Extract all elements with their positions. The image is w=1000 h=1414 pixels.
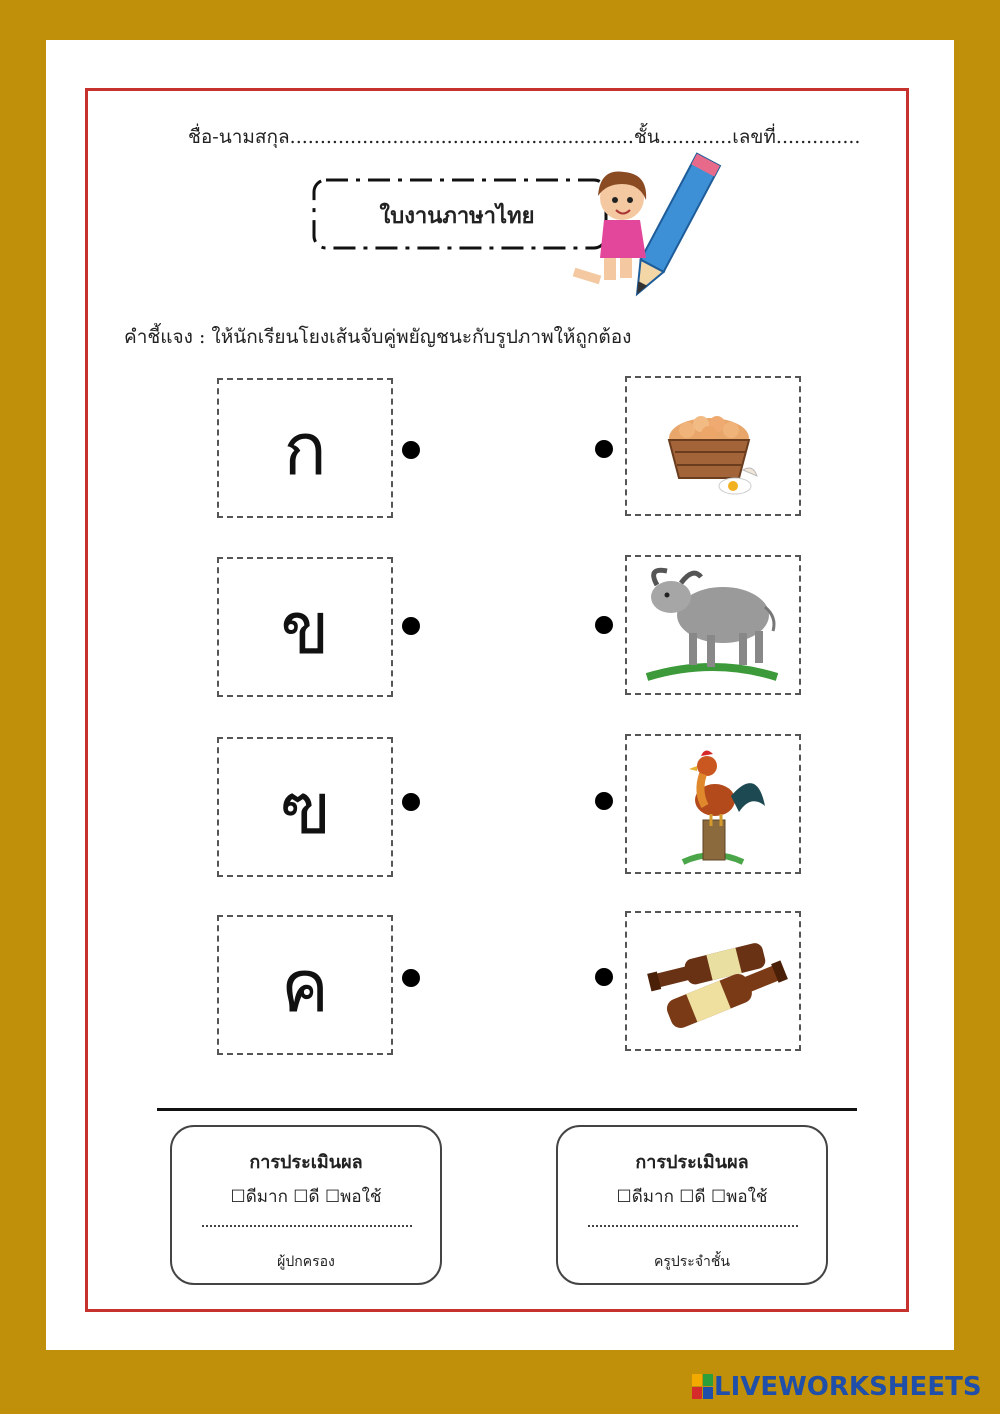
letter: ค — [280, 943, 330, 1028]
picture-card-1 — [625, 376, 801, 516]
letter-card-3 — [217, 737, 393, 877]
signature-line[interactable] — [588, 1225, 798, 1227]
letter-card-4 — [217, 915, 393, 1055]
picture-card-3 — [625, 734, 801, 874]
picture-dot-4[interactable] — [595, 968, 613, 986]
letter: ก — [283, 406, 327, 491]
picture-dot-3[interactable] — [595, 792, 613, 810]
evaluation-title: การประเมินผล — [249, 1152, 363, 1173]
evaluation-box-parent — [170, 1125, 442, 1285]
signer-label: ครูประจำชั้น — [654, 1254, 730, 1270]
letter-card-2 — [217, 557, 393, 697]
live-badge-icon — [692, 1374, 714, 1400]
evaluation-title: การประเมินผล — [635, 1152, 749, 1173]
evaluation-checkboxes[interactable]: ☐ดีมาก ☐ดี ☐พอใช้ — [230, 1187, 382, 1207]
evaluation-box-teacher — [556, 1125, 828, 1285]
signer-label: ผู้ปกครอง — [277, 1254, 335, 1270]
picture-card-4 — [625, 911, 801, 1051]
picture-card-2 — [625, 555, 801, 695]
rooster-picture — [627, 736, 799, 872]
egg-basket-picture — [627, 378, 799, 514]
picture-dot-2[interactable] — [595, 616, 613, 634]
instruction-text: คำชี้แจง : ให้นักเรียนโยงเส้นจับคู่พยัญชนะกับรูปภาพให้ถูกต้อง — [124, 326, 632, 348]
student-info-line: ชื่อ-นามสกุล.........................................................ชั้น............เลขที่.............. — [188, 126, 861, 148]
girl-with-pencil-illustration — [560, 140, 730, 310]
signature-line[interactable] — [202, 1225, 412, 1227]
letter-dot-3[interactable] — [402, 793, 420, 811]
letter-card-1 — [217, 378, 393, 518]
picture-dot-1[interactable] — [595, 440, 613, 458]
bottles-picture — [627, 913, 799, 1049]
evaluation-checkboxes[interactable]: ☐ดีมาก ☐ดี ☐พอใช้ — [616, 1187, 768, 1207]
letter-dot-2[interactable] — [402, 617, 420, 635]
letter: ข — [280, 585, 330, 670]
worksheet-title: ใบงานภาษาไทย — [379, 204, 535, 229]
letter-dot-4[interactable] — [402, 969, 420, 987]
brand-name: LIVEWORKSHEETS — [714, 1372, 982, 1402]
letter-dot-1[interactable] — [402, 441, 420, 459]
section-divider — [157, 1108, 857, 1111]
letter: ฃ — [279, 765, 331, 850]
buffalo-picture — [627, 557, 799, 693]
liveworksheets-logo — [692, 1372, 982, 1402]
